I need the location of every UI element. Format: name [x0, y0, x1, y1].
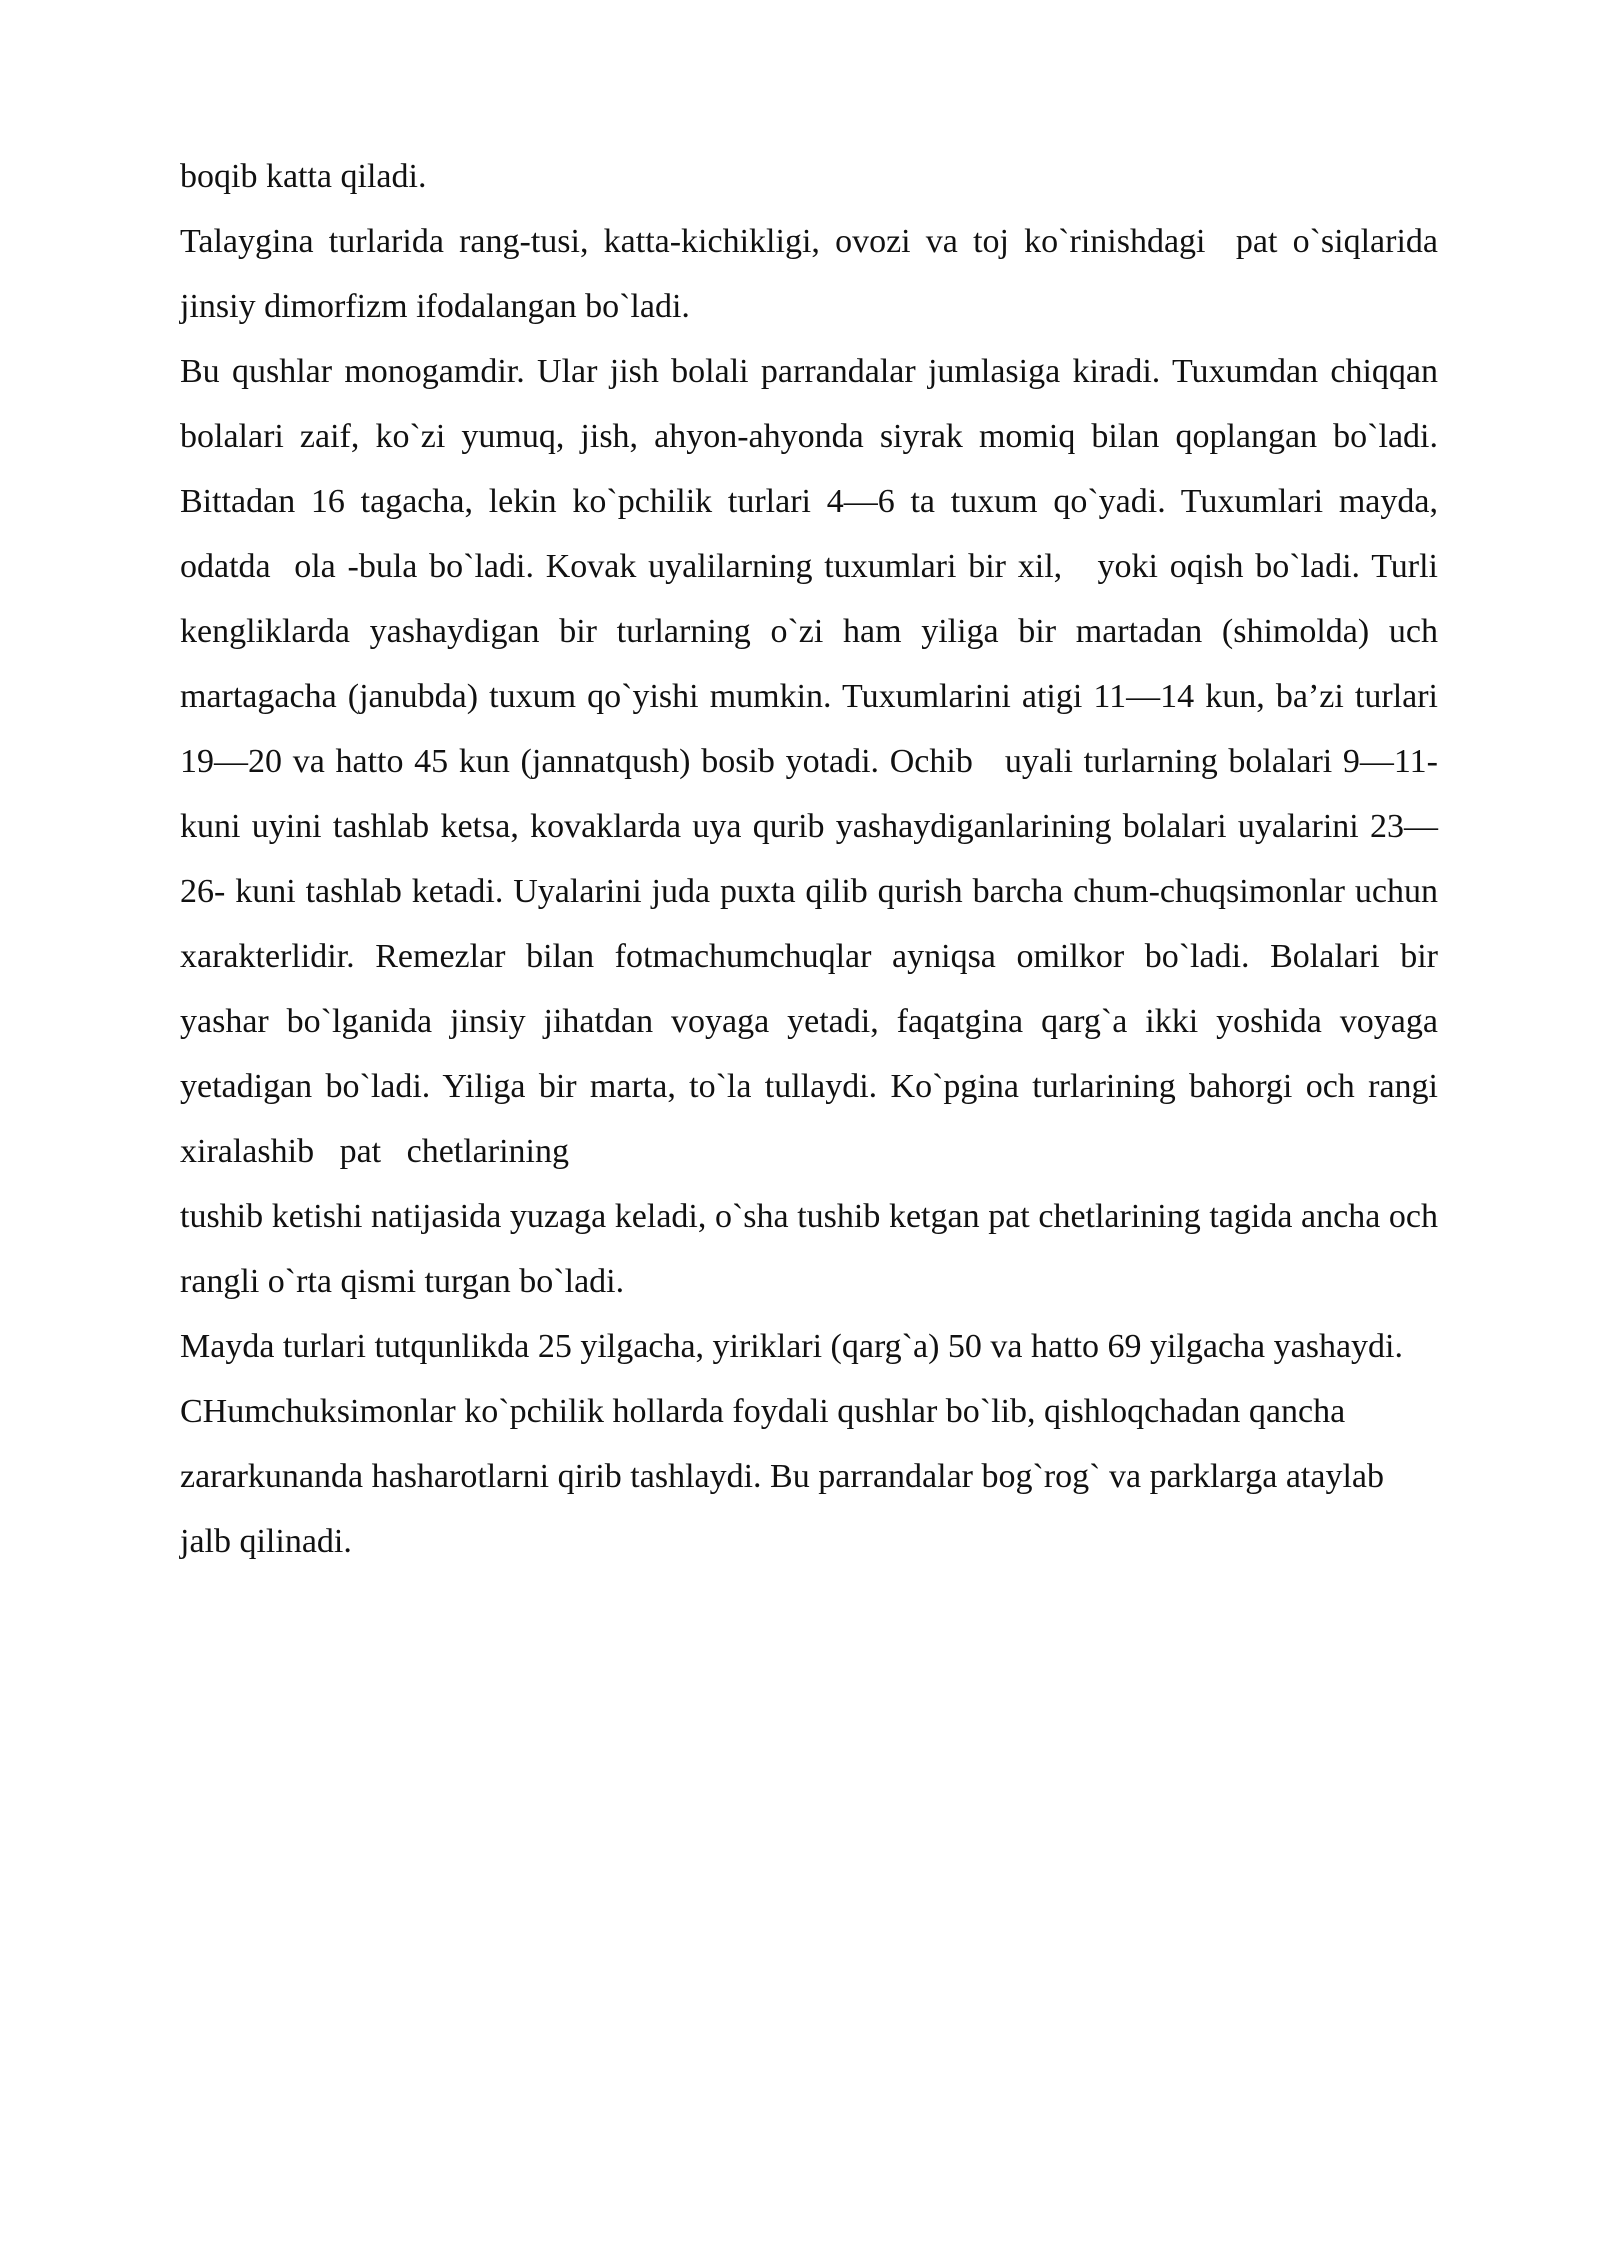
paragraph-continuation: boqib katta qiladi.: [180, 158, 427, 195]
paragraph-moult: tushib ketishi natijasida yuzaga keladi, o`sha tushib ketgan pat chetlarining tagida ancha och rangli o`rta qismi turgan bo`ladi.: [180, 1198, 1447, 1300]
paragraph-lifespan: Mayda turlari tutqunlikda 25 yilgacha, yiriklari (qarg`a) 50 va hatto 69 yilgacha yashaydi.: [180, 1328, 1404, 1365]
document-body: [180, 144, 1455, 1574]
paragraph-usefulness: CHumchuksimonlar ko`pchilik hollarda foydali qushlar bo`lib, qishloqchadan qancha zararkunanda hasharotlarni qirib tashlaydi. Bu parrandalar bog`rog` va parklarga ataylab jalb qilinadi.: [180, 1393, 1393, 1560]
paragraph-reproduction: Bu qushlar monogamdir. Ular jish bolali parrandalar jumlasiga kiradi. Tuxumdan chiqqan bolalari zaif, ko`zi yumuq, jish, ahyon-ahyonda siyrak momiq bilan qoplangan bo`ladi. Bittadan 16 tagacha, lekin ko`pchilik turlari 4—6 ta tuxum qo`yadi. Tuxumlari mayda, odatda ola -bula bo`ladi. Kovak uyalilarning tuxumlari bir xil, yoki oqish bo`ladi. Turli kengliklarda yashaydigan bir turlarning o`zi ham yiliga bir martadan (shimolda) uch martagacha (janubda) tuxum qo`yishi mumkin. Tuxumlarini atigi 11—14 kun, ba’zi turlari 19—20 va hatto 45 kun (jannatqush) bosib yotadi. Ochib uyali turlarning bolalari 9—11-kuni uyini tashlab ketsa, kovaklarda uya qurib yashaydiganlarining bolalari uyalarini 23— 26- kuni tashlab ketadi. Uyalarini juda puxta qilib qurish barcha chum-chuqsimonlar uchun xarakterlidir. Remezlar bilan fotmachumchuqlar ayniqsa omilkor bo`ladi. Bolalari bir yashar bo`lganida jinsiy jihatdan voyaga yetadi, faqatgina qarg`a ikki yoshida voyaga yetadigan bo`ladi. Yiliga bir marta, to`la tullaydi. Ko`pgina turlarining bahorgi och rangi xiralashib pat chetlarining: [180, 353, 1447, 1170]
paragraph-dimorphism: Talaygina turlarida rang-tusi, katta-kichikligi, ovozi va toj ko`rinishdagi pat o`siqlarida jinsiy dimorfizm ifodalangan bo`ladi.: [180, 223, 1455, 325]
